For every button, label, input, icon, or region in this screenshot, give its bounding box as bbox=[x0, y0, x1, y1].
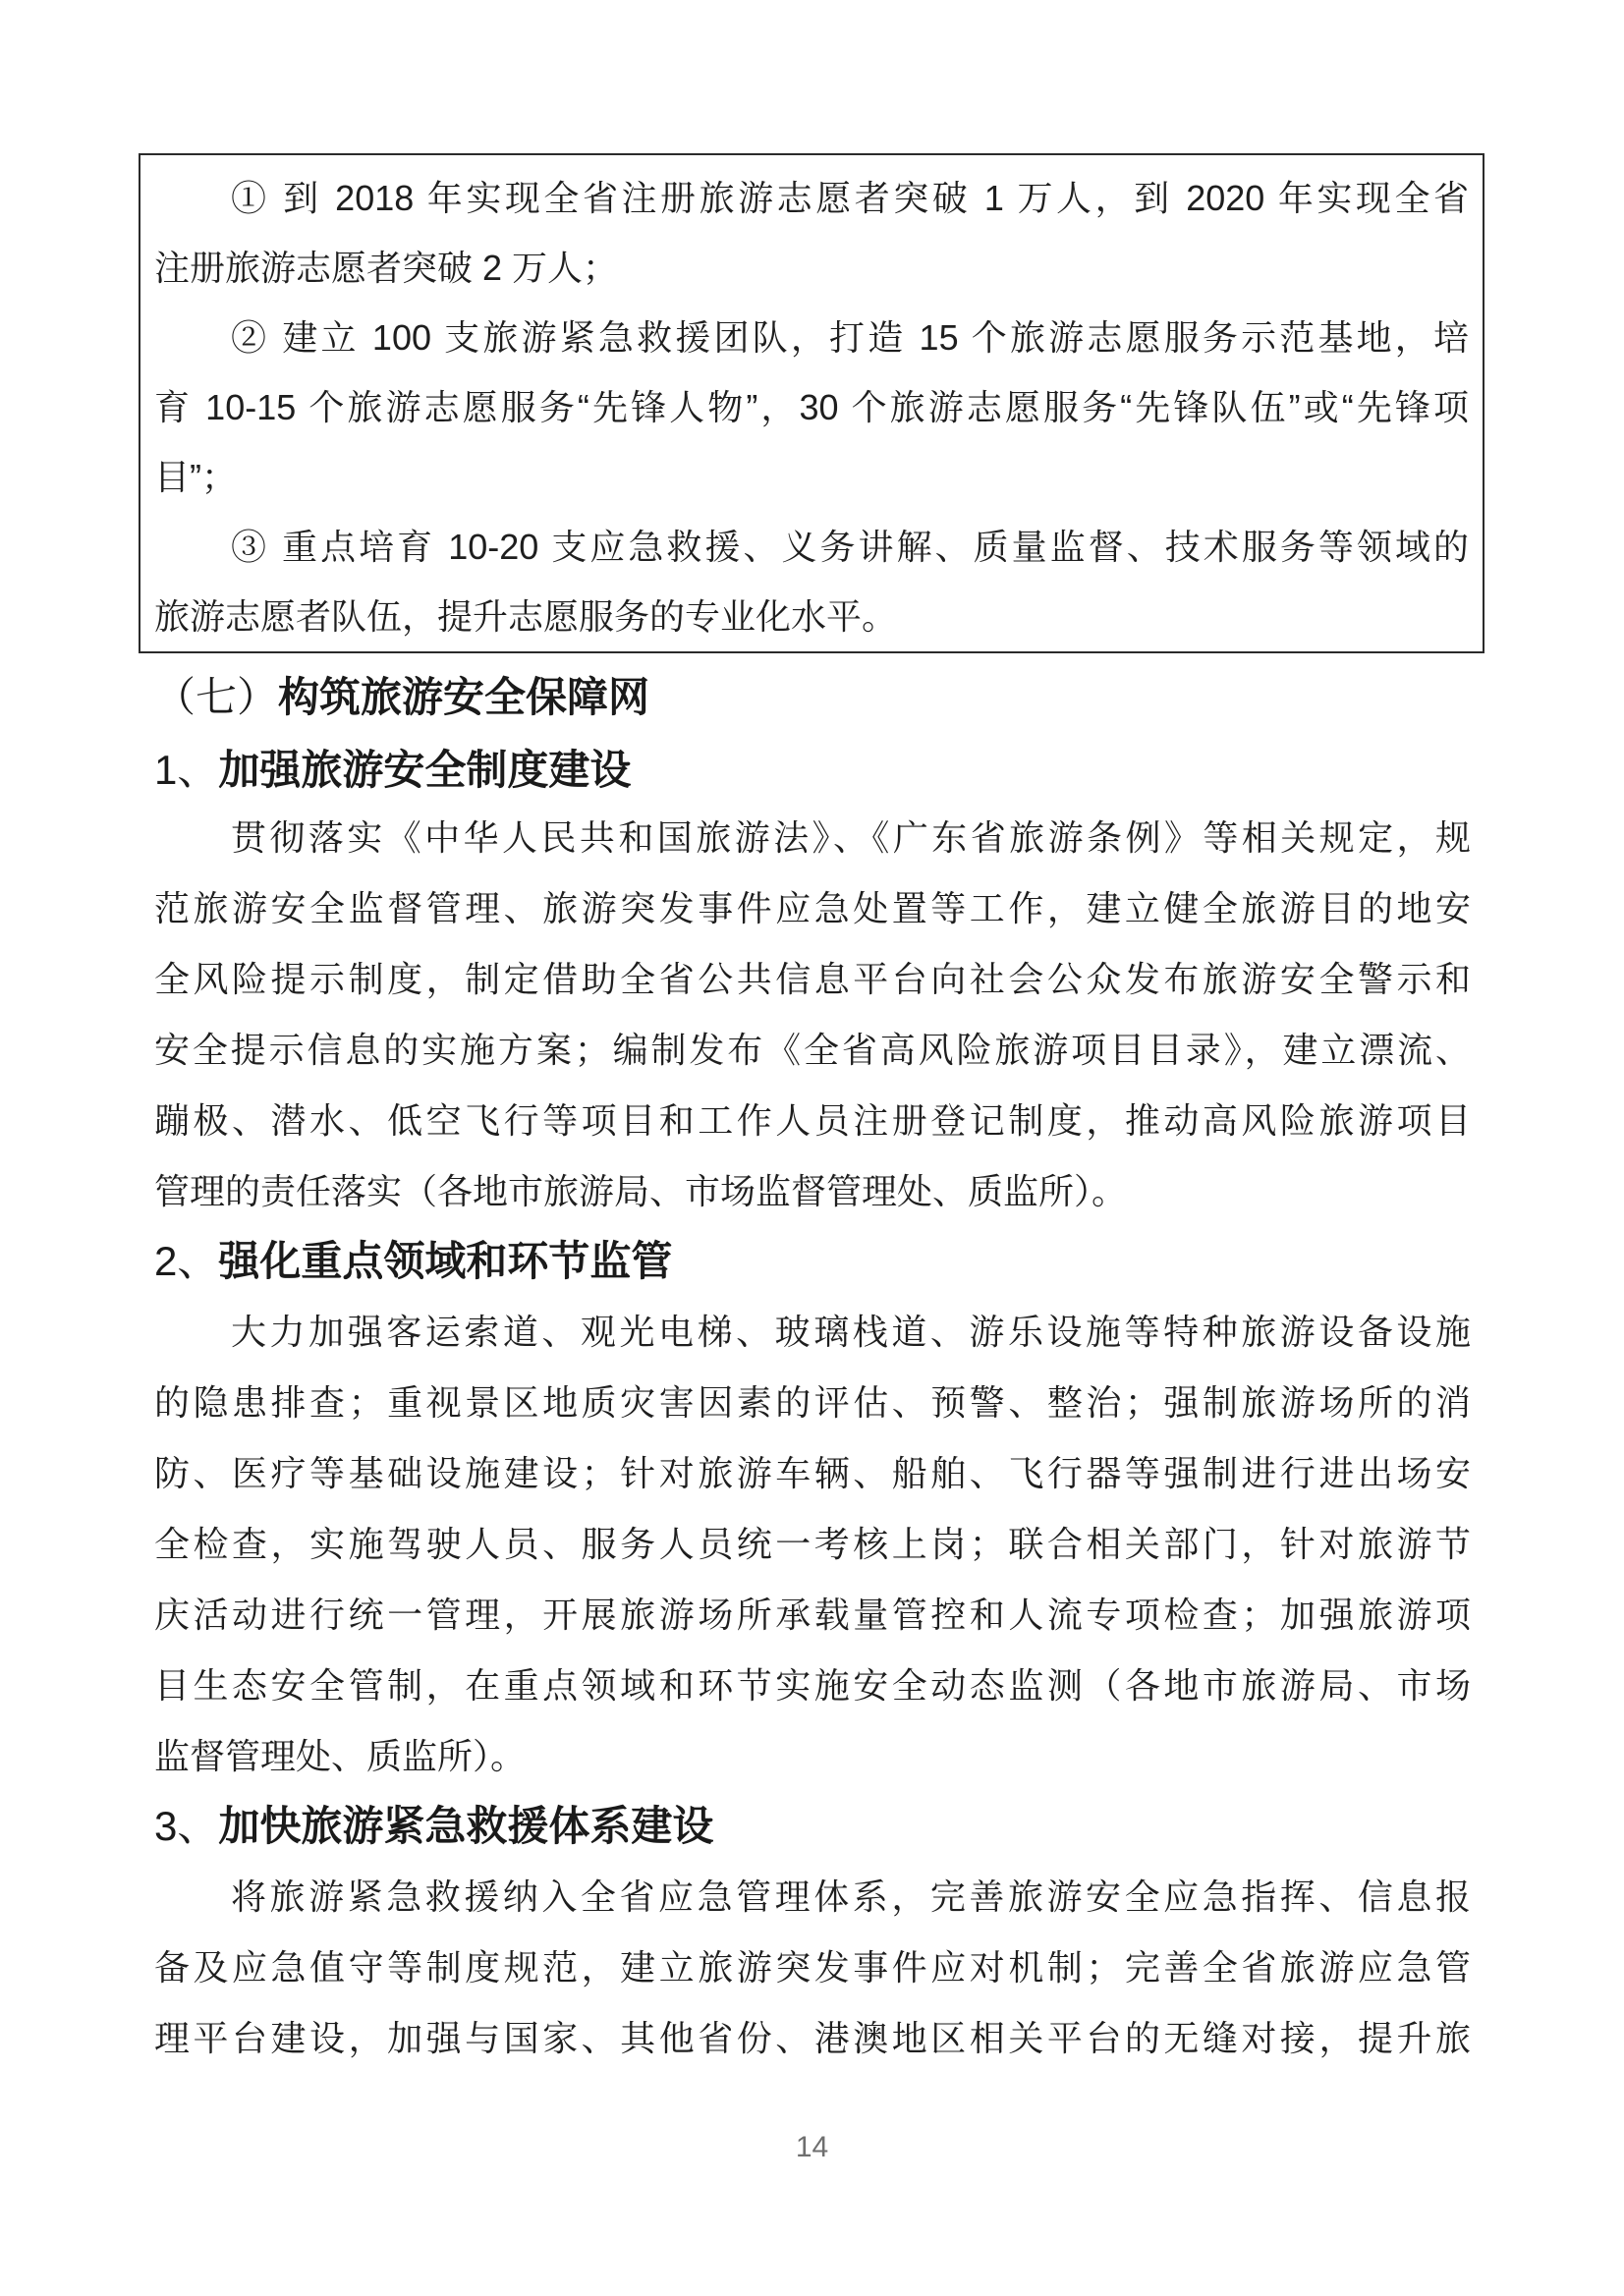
subsection-heading-2 bbox=[154, 1226, 1471, 1297]
text-line: 管理的责任落实（各地市旅游局、市场监督管理处、质监所）。 bbox=[154, 1171, 1128, 1211]
box-line: 目”； bbox=[154, 457, 237, 497]
text-line: 将旅游紧急救援纳入全省应急管理体系，完善旅游安全应急指挥、信息报 bbox=[231, 1876, 1471, 1917]
subsection-title: 加强旅游安全制度建设 bbox=[218, 747, 632, 793]
section-number: （七） bbox=[154, 674, 279, 720]
box-line: ② 建立 100 支旅游紧急救援团队，打造 15 个旅游志愿服务示范基地，培 bbox=[231, 317, 1469, 358]
text-line: 蹦极、潜水、低空飞行等项目和工作人员注册登记制度，推动高风险旅游项目 bbox=[154, 1100, 1471, 1141]
text-line: 备及应急值守等制度规范，建立旅游突发事件应对机制；完善全省旅游应急管 bbox=[154, 1947, 1471, 1988]
section-title: 构筑旅游安全保障网 bbox=[278, 674, 650, 720]
box-line: 育 10-15 个旅游志愿服务“先锋人物”，30 个旅游志愿服务“先锋队伍”或“先锋项 bbox=[154, 387, 1469, 427]
subsection-title: 强化重点领域和环节监管 bbox=[218, 1238, 673, 1284]
text-line: 监督管理处、质监所）。 bbox=[154, 1736, 527, 1776]
text-line: 理平台建设，加强与国家、其他省份、港澳地区相关平台的无缝对接，提升旅 bbox=[154, 2018, 1471, 2058]
text-line: 目生态安全管制，在重点领域和环节实施安全动态监测（各地市旅游局、市场 bbox=[154, 1665, 1471, 1706]
text-line: 范旅游安全监督管理、旅游突发事件应急处置等工作，建立健全旅游目的地安 bbox=[154, 888, 1471, 928]
box-line: 旅游志愿者队伍，提升志愿服务的专业化水平。 bbox=[154, 596, 898, 637]
text-line: 的隐患排查；重视景区地质灾害因素的评估、预警、整治；强制旅游场所的消 bbox=[154, 1382, 1471, 1423]
page-number: 14 bbox=[795, 2131, 829, 2163]
box-line: ① 到 2018 年实现全省注册旅游志愿者突破 1 万人，到 2020 年实现全省 bbox=[231, 178, 1469, 218]
text-line: 安全提示信息的实施方案；编制发布《全省高风险旅游项目目录》，建立漂流、 bbox=[154, 1030, 1471, 1070]
subsection-number: 1、 bbox=[154, 747, 219, 793]
subsection-number: 3、 bbox=[154, 1803, 219, 1849]
subsection-number: 2、 bbox=[154, 1238, 219, 1284]
subsection-title: 加快旅游紧急救援体系建设 bbox=[218, 1803, 714, 1849]
subsection-heading-1 bbox=[154, 735, 1471, 806]
callout-box bbox=[139, 153, 1484, 653]
text-line: 贯彻落实《中华人民共和国旅游法》、《广东省旅游条例》等相关规定，规 bbox=[231, 817, 1471, 858]
text-line: 防、医疗等基础设施建设；针对旅游车辆、船舶、飞行器等强制进行进出场安 bbox=[154, 1453, 1471, 1493]
section-heading-7 bbox=[154, 662, 1471, 733]
paragraph-1 bbox=[154, 803, 1471, 1227]
text-line: 全风险提示制度，制定借助全省公共信息平台向社会公众发布旅游安全警示和 bbox=[154, 959, 1471, 999]
paragraph-2 bbox=[154, 1297, 1471, 1792]
text-line: 庆活动进行统一管理，开展旅游场所承载量管控和人流专项检查；加强旅游项 bbox=[154, 1595, 1471, 1635]
box-line: 注册旅游志愿者突破 2 万人； bbox=[154, 248, 619, 288]
subsection-heading-3 bbox=[154, 1791, 1471, 1862]
paragraph-3 bbox=[154, 1862, 1471, 2074]
text-line: 大力加强客运索道、观光电梯、玻璃栈道、游乐设施等特种旅游设备设施 bbox=[231, 1312, 1471, 1352]
text-line: 全检查，实施驾驶人员、服务人员统一考核上岗；联合相关部门，针对旅游节 bbox=[154, 1524, 1471, 1564]
box-line: ③ 重点培育 10-20 支应急救援、义务讲解、质量监督、技术服务等领域的 bbox=[231, 527, 1469, 567]
